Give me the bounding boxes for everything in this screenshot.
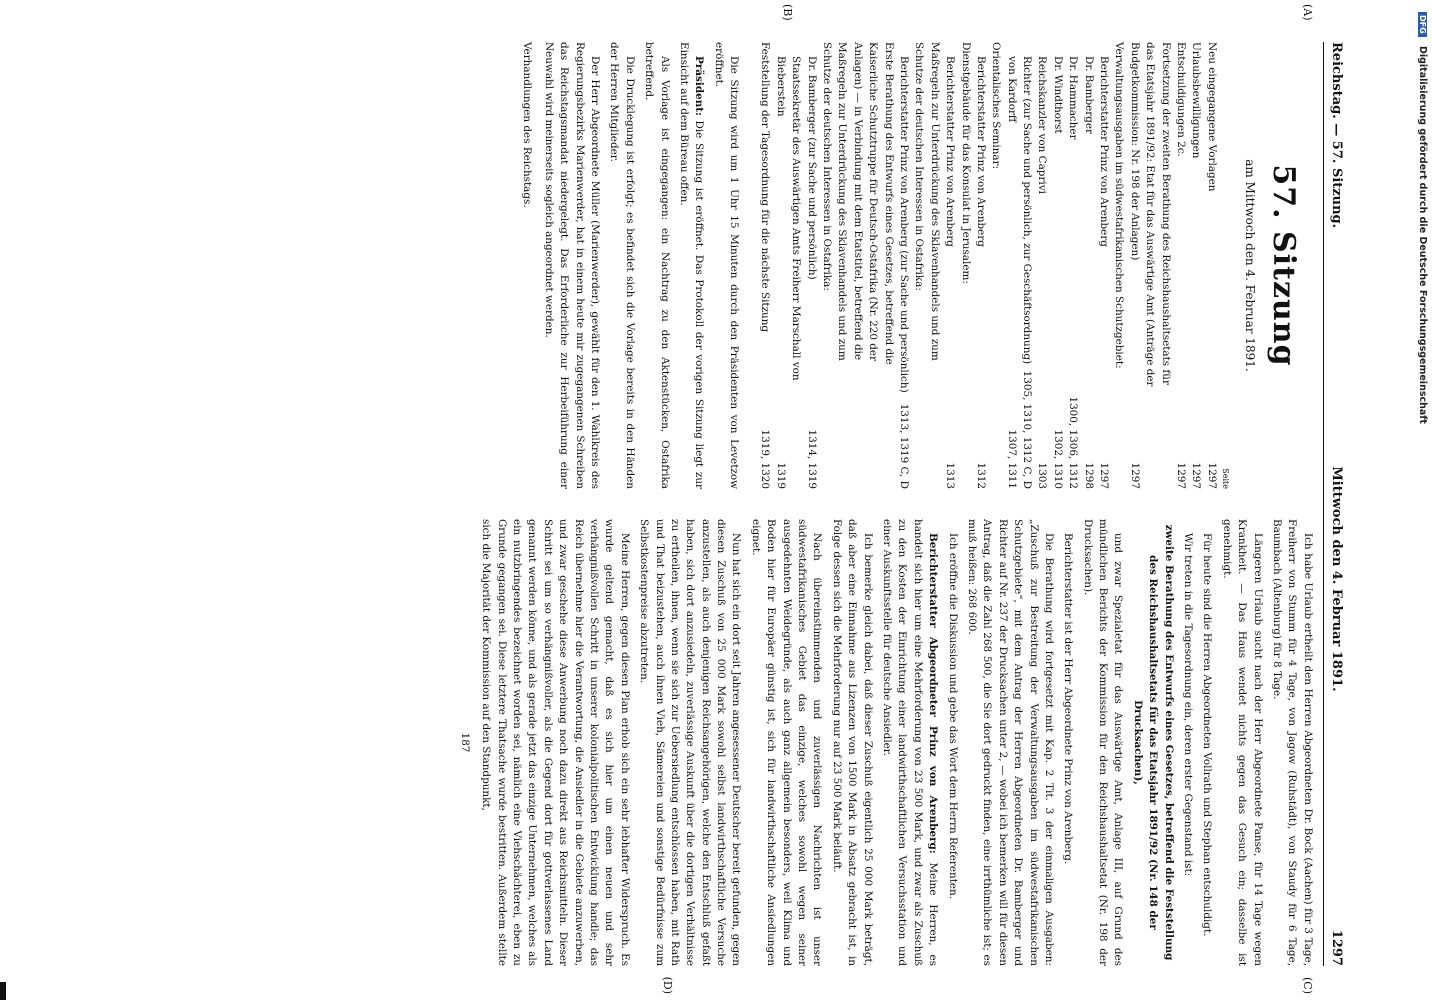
- paragraph-text: Der Herr Abgeordnete Müller (Marienwerder), gewählt für den 1. Wahlkreis des Regierungsbezirks Marienwerder, hat in einem heute mir zugegangenen Schreiben das Reichstagsmandat niedergelegt. Das Erforderliche zur Herbeiführung einer Neuwahl wird meinerseits sogleich angeordnet werden.: [542, 42, 601, 489]
- toc-row: [1003, 42, 1018, 489]
- toc-row: [803, 42, 818, 489]
- toc-row: [1080, 42, 1095, 489]
- toc-entry-text: Richter (zur Sache und persönlich, zur Geschäftsordnung): [1021, 56, 1034, 365]
- toc-entry-text: Berichterstatter Prinz von Arenberg: [974, 56, 987, 247]
- toc-entry-text: Neu eingegangene Vorlagen: [1205, 42, 1218, 192]
- paragraph: [641, 42, 672, 489]
- toc-entry-pages: 1305, 1310, 1312 C, D: [1021, 370, 1034, 489]
- paragraph: [676, 42, 707, 489]
- toc-entry-text: Urlaubsbewilligungen: [1190, 42, 1203, 159]
- text-columns: [452, 4, 1314, 994]
- toc-entry-text: Staatssekretär des Auswärtigen Amts Freiherr Marschall von Bieberstein: [774, 56, 803, 381]
- toc-entry-text: von Kardorff: [1005, 56, 1018, 123]
- paragraph: [1199, 519, 1214, 966]
- toc-entry-text: Erste Berathung des Entwurfs eines Gesetzes, betreffend die Kaiserliche Schutztruppe für Deutsch-Ostafrika (Nr. 220 der Anlagen) — in Verbindung mit dem Etatstitel, betreffend die Maßregeln zur Unterdrückung des Sklavenhandels und zum Schutze der deutschen Interessen in Ostafrika:: [821, 42, 895, 365]
- toc-entry-pages: 1307, 1311: [1005, 429, 1018, 489]
- session-title: 57. Sitzung: [1265, 164, 1301, 367]
- toc-entry-text: Fortsetzung der zweiten Berathung des Reichshaushaltsetats für das Etatsjahr 1891/92: Etat für das Auswärtige Amt (Anträge der Budgetkommission: Nr. 198 der Anlagen): [1128, 42, 1172, 387]
- header-left: Reichstag. — 57. Sitzung.: [1329, 42, 1344, 229]
- paragraph-text: Für heute sind die Herren Abgeordneten Vollrath und Stephan entschuldigt.: [1201, 533, 1214, 937]
- margin-marker-c: (C): [1300, 977, 1314, 994]
- paragraph-text: Die Berathung wird fortgesetzt mit Kap. 2 Tit. 3 der einmaligen Ausgaben: „Zuschuß zur Bestreitung der Verwaltungsausgaben im südwestafrikanischen Schutzgebiete“, mit dem Antrag der Herren Abgeordneten Dr. Bamberger und Richter auf Nr. 237 der Drucksachen unter 2, — wobei ich bemerken will für diesen Antrag, daß die Zahl 268 500, die Sie dort gedruckt finden, eine irrthümliche ist; es muß heißen: 268 600.: [965, 519, 1055, 966]
- paragraph-text: Wir treten in die Tagesordnung ein, deren erster Gegenstand ist:: [1182, 533, 1195, 877]
- paragraph-text: Längeren Urlaub sucht nach der Herr Abgeordnete Panse, für 14 Tage wegen Krankheit. — Das Haus wendet nichts gegen das Gesuch ein; dasselbe ist genehmigt.: [1220, 519, 1264, 966]
- paragraph-text: Als Vorlage ist eingegangen: ein Nachtrag zu den Aktenstücken, Ostafrika betreffend.: [643, 42, 671, 489]
- paragraph-text: Nach übereinstimmenden und zuverlässigen Nachrichten ist unser südwestafrikanisches Gebiet das einzige, welches sowohl wegen seiner ausgedehnten Weidegründe, als auch ganz allgemein besonders, weil Klima und Boden hier für Europäer günstig ist, sich für landwirthschaftliche Ansiedlungen eignet.: [749, 519, 824, 966]
- toc-row: [1019, 42, 1034, 489]
- toc-entry-pages: 1298: [1082, 462, 1095, 489]
- toc-row: [911, 42, 942, 489]
- page-header: [1323, 42, 1346, 966]
- scan-edge-mark: [0, 982, 6, 1000]
- dfg-logo: DFG: [1418, 12, 1427, 37]
- paragraph-text: Ich bemerke gleich dabei, daß dieser Zuschuß eigentlich 25 000 Mark beträgt, daß aber eine Einnahme aus Lizenzen von 1500 Mark in Absatz gebracht ist, in Folge dessen sich die Mehrforderung nur auf 23 500 Mark beläuft.: [830, 519, 874, 966]
- paragraph-text: Die Sitzung wird um 1 Uhr 15 Minuten durch den Präsidenten von Levetzow eröffnet.: [712, 42, 741, 489]
- toc-entry-text: Berichterstatter Prinz von Arenberg (zur Sache und persönlich): [897, 56, 910, 393]
- paragraph-text: zweite Berathung des Entwurfs eines Gesetzes, betreffend die Feststellung des Reichshaushaltsetats für das Etatsjahr 1891/92 (Nr. 148 der Drucksachen),: [1131, 524, 1175, 961]
- toc-entry-text: Dienstgebäude für das Konsulat in Jerusalem:: [959, 42, 972, 284]
- paragraph-text: Berichterstatter ist der Herr Abgeordnete Prinz von Arenberg.: [1062, 533, 1075, 865]
- toc-row: [1096, 42, 1111, 489]
- left-column: [452, 4, 1314, 489]
- toc-row: [942, 42, 957, 489]
- toc-entry-pages: 1297: [1205, 462, 1218, 489]
- paragraph: [1060, 519, 1075, 966]
- paragraph: [1079, 519, 1125, 966]
- paragraph-text: Meine Herren, gegen diesen Plan erhob sich ein sehr lebhafter Widerspruch. Es wurde geltend gemacht, daß es sich hier um einen neuen und sehr verhängnißvollen Schritt in unserer kolonialpolitischen Entwicklung handle; das Reich übernehme hier die Verantwortung, die Ansiedler in die Gebiete anzuwerben, und zwar geschehe diese Anwerbung noch dazu direkt aus Reichsmitteln. Dieser Schritt sei um so verhängnißvoller, als die Gegend dort für gottverlassenes Land genannt werden könne, und als gerade jetzt das einzige Unternehmen, welches als ein nutzbringendes bezeichnet worden sei, nämlich eine Viehschächterei, eben zu Grunde gegangen sei. Diese letztere Thatsache wurde bestritten. Außerdem stellte sich die Majorität der Kommission auf den Standpunkt,: [480, 519, 631, 966]
- toc-entry-pages: 1313, 1319 C, D: [897, 403, 910, 489]
- toc-entry-pages: 1314, 1319: [805, 429, 818, 489]
- paragraph: [1269, 519, 1315, 966]
- toc-entry-pages: 1313: [944, 462, 957, 489]
- paragraph-text: Die Drucklegung ist erfolgt; es befindet sich die Vorlage bereits in den Händen der Herren Mitglieder.: [608, 42, 636, 489]
- toc-row: [1126, 42, 1172, 489]
- speaker-name: Präsident:: [693, 56, 706, 116]
- toc-page-heading: Seite: [1220, 468, 1230, 489]
- toc-entry-pages: 1300, 1306, 1312: [1067, 396, 1080, 489]
- footer-note: Verhandlungen des Reichstags.: [521, 42, 534, 208]
- toc-entry-pages: 1302, 1310: [1051, 429, 1064, 489]
- toc-row: [973, 42, 988, 489]
- margin-marker-b: (B): [780, 4, 794, 21]
- paragraph-text: Die Sitzung ist eröffnet. Das Protokoll der vorigen Sitzung liegt zur Einsicht auf dem Büreau offen.: [677, 42, 706, 489]
- toc-entry-text: Berichterstatter Prinz von Arenberg: [1098, 56, 1111, 247]
- toc-row: [1050, 42, 1065, 489]
- paragraph: [478, 519, 632, 966]
- speaker-name: Berichterstatter Abgeordneter Prinz von Arenberg:: [927, 533, 940, 854]
- paragraph: [710, 42, 741, 489]
- paragraph: [964, 519, 1056, 966]
- toc-row: [1111, 42, 1126, 489]
- toc-entry-pages: 1319: [774, 462, 787, 489]
- toc-row: [819, 42, 896, 489]
- toc-entry-text: Dr. Bamberger: [1082, 56, 1095, 134]
- dfg-credit-text: Digitalisierung gefördert durch die Deutsche Forschungsgemeinschaft: [1417, 45, 1428, 424]
- toc-entry-pages: 1297: [1175, 462, 1188, 489]
- toc-entry-text: Entschuldigungen 2c.: [1175, 42, 1188, 157]
- toc-row: [1203, 42, 1218, 489]
- page-footer-number: 187: [458, 732, 471, 753]
- digitization-stamp: [1412, 6, 1430, 996]
- toc-entry-text: Dr. Bamberger (zur Sache und persönlich): [805, 56, 818, 280]
- toc-row: [896, 42, 911, 489]
- toc-entry-text: Verwaltungsausgaben im südwestafrikanischen Schutzgebiet:: [1113, 42, 1126, 369]
- paragraph: [828, 519, 874, 966]
- margin-marker-a: (A): [1300, 4, 1314, 21]
- toc-entry-text: Dr. Hammacher: [1067, 56, 1080, 140]
- table-of-contents: [757, 42, 1219, 489]
- paragraph: [944, 519, 959, 966]
- toc-row: [1188, 42, 1203, 489]
- toc-entry-text: Maßregeln zur Unterdrückung des Sklavenhandels und zum Schutze der deutschen Interessen in Ostafrika:: [913, 42, 941, 361]
- header-center: Mittwoch den 4. Februar 1891.: [1329, 466, 1344, 692]
- toc-entry-text: Berichterstatter Prinz von Arenberg: [944, 56, 957, 247]
- paragraph: [1129, 519, 1175, 966]
- paragraph: [1218, 519, 1264, 966]
- toc-entry-text: Orientalisches Seminar:: [990, 42, 1003, 170]
- toc-row: [957, 42, 972, 489]
- paragraph-text: Meine Herren, es handelt sich hier um eine Mehrforderung von 23 500 Mark, und zwar als Zuschuß zu den Kosten der Einrichtung einer landwirthschaftlichen Versuchsstation und einer Auskunftsstelle für deutsche Ansiedler.: [881, 519, 940, 966]
- paragraph-text: Nun hat sich ein dort seit Jahren angesessener Deutscher bereit gefunden, gegen diesen Zuschuß von 25 000 Mark sowohl selbst landwirthschaftliche Versuche anzustellen, als auch denjenigen Reichsangehörigen, welche den Entschluß gefaßt haben, sich dort anzusiedeln, zuverlässige Auskunft über die dortigen Verhältnisse zu ertheilen, ihnen, wenn sie sich zur Uebersiedlung entschlossen haben, mit Rath und That beizustehen, auch ihnen Vieh, Sämereien und sonstige Bedürfnisse zum Selbstkostenpreise abzutreten.: [638, 519, 743, 966]
- paragraph: [747, 519, 824, 966]
- toc-row: [1065, 42, 1080, 489]
- paragraph: [606, 42, 637, 489]
- toc-entry-text: Dr. Windthorst: [1051, 56, 1064, 134]
- toc-entry-pages: 1303: [1036, 462, 1049, 489]
- paragraph: [636, 519, 744, 966]
- paragraph-text: Ich eröffne die Diskussion und gebe das Wort dem Herrn Referenten.: [946, 533, 959, 900]
- paragraph-text: und zwar Spezialetat für das Auswärtige Amt, Anlage III, auf Grund des mündlichen Berichts der Kommission für den Reichshaushaltsetat (Nr. 198 der Drucksachen).: [1081, 519, 1125, 966]
- toc-row: [988, 42, 1003, 489]
- toc-row: [757, 42, 772, 489]
- toc-entry-pages: 1297: [1128, 462, 1141, 489]
- left-column-paragraphs: [540, 42, 741, 489]
- paragraph: [879, 519, 941, 966]
- toc-row: [1173, 42, 1188, 489]
- toc-entry-pages: 1319, 1320: [759, 429, 772, 489]
- toc-entry-pages: 1297: [1190, 462, 1203, 489]
- toc-entry-pages: 1312: [974, 462, 987, 489]
- toc-entry-text: Reichskanzler von Caprivi: [1036, 56, 1049, 194]
- paragraph: [540, 42, 602, 489]
- margin-marker-d: (D): [660, 976, 674, 994]
- paragraph-text: Ich habe Urlaub ertheilt den Herren Abgeordneten Dr. Bock (Aachen) für 3 Tage, Freiherr von Stumm für 4 Tage, von Jagow (Ruhstädt), von Staudy für 6 Tage, Baumbach (Altenburg) für 8 Tage.: [1270, 519, 1314, 966]
- toc-row: [1034, 42, 1049, 489]
- toc-entry-pages: 1297: [1098, 462, 1111, 489]
- right-column: [452, 519, 1314, 994]
- toc-entry-text: Feststellung der Tagesordnung für die nächste Sitzung: [759, 42, 772, 333]
- toc-row: [772, 42, 803, 489]
- header-page-number: 1297: [1329, 929, 1344, 966]
- paragraph: [1180, 519, 1195, 966]
- session-date: am Mittwoch den 4. Februar 1891.: [1243, 159, 1258, 372]
- right-column-paragraphs: [478, 519, 1315, 966]
